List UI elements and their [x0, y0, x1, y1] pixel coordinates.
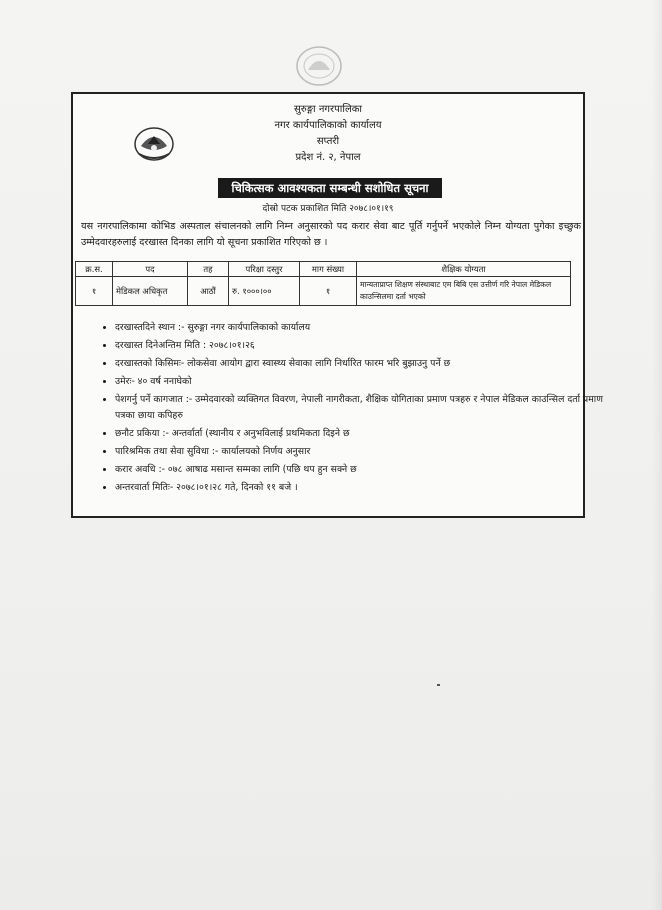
- cell-sn: १: [76, 277, 113, 306]
- list-item: • पारिश्रमिक तथा सेवा सुविधा :- कार्यालयको निर्णय अनुसार: [115, 444, 611, 460]
- cell-qualification: मान्यताप्राप्त शिक्षण संस्थाबाट एम बिबि एस उत्तीर्ण गरि नेपाल मेडिकल काउन्सिलमा दर्ता भएको: [357, 277, 571, 306]
- notice-title: चिकित्सक आवश्यकता सम्बन्धी सशोधित सूचना: [218, 178, 442, 198]
- header-demand: माग संख्या: [300, 262, 357, 277]
- header-level: तह: [188, 262, 229, 277]
- cell-level: आठौं: [188, 277, 229, 306]
- list-item: • करार अवधि :- ०७८ आषाढ मसान्त सम्मका लागि (पछि थप हुन सक्ने छ: [115, 462, 611, 478]
- list-item: • अन्तरवार्ता मितिः- २०७८।०१।२८ गते, दिनको ११ बजे ।: [115, 480, 611, 496]
- office-name: नगर कार्यपालिकाको कार्यालय: [274, 120, 382, 131]
- header-qualification: शैक्षिक योग्यता: [357, 262, 571, 277]
- list-item: • उमेरः- ४० वर्ष ननाघेको: [115, 374, 611, 390]
- details-list: [77, 320, 611, 498]
- list-item: • दरखास्तको किसिमः- लोकसेवा आयोग द्वारा स्वास्थ्य सेवाका लागि निर्धारित फारम भरि बुझाउनु पर्ने छ: [115, 356, 611, 372]
- notice-box: [71, 92, 603, 518]
- cell-fee: रु. १०००।००: [229, 277, 300, 306]
- list-item: • पेशगर्नु पर्ने कागजात :- उम्मेदवारको व्यक्तिगत विवरण, नेपाली नागरीकता, शैक्षिक योगिताका प्रमाण पत्रहरु र नेपाल मेडिकल काउन्सिल दर्ता प्रमाण पत्रका छाया कपिहरु: [115, 392, 611, 425]
- scan-edge-shadow: [652, 0, 662, 910]
- list-item: • छनौट प्रकिया :- अन्तर्वार्ता (स्थानीय र अनुभविलाई प्रथमिकता दिइने छ: [115, 426, 611, 442]
- header-sn: क्र.स.: [76, 262, 113, 277]
- table-header-row: [76, 262, 571, 277]
- vacancy-table: [75, 261, 571, 306]
- cell-demand: १: [300, 277, 357, 306]
- municipality-name: सुरुङ्गा नगरपालिका: [293, 104, 363, 115]
- intro-paragraph: यस नगरपालिकामा कोभिड अस्पताल संचालनको लागि निम्न अनुसारको पद करार सेवा बाट पूर्ति गर्नुपर्ने भएकोले निम्न योग्यता पुगेका इच्छुक उम्मेदवारहरुलाई दरखास्त दिनका लागि यो सूचना प्रकाशित गरिएको छ ।: [81, 221, 581, 248]
- province-name: प्रदेश नं. २, नेपाल: [295, 152, 361, 163]
- header-post: पद: [113, 262, 188, 277]
- publication-date: दोस्रो पटक प्रकाशित मिति २०७८।०१।१९: [262, 204, 394, 214]
- list-item: • दरखास्तदिने स्थान :- सुरुङ्गा नगर कार्यपालिकाको कार्यालय: [115, 320, 611, 336]
- list-item: • दरखास्त दिनेअन्तिम मिति : २०७८।०१।२६: [115, 338, 611, 354]
- letterhead: [73, 102, 583, 166]
- district-name: सप्तरी: [316, 136, 340, 147]
- office-stamp-icon: [294, 44, 344, 88]
- table-row: [76, 277, 571, 306]
- scan-speck: [437, 684, 440, 686]
- header-fee: परिक्षा दस्तुर: [229, 262, 300, 277]
- cell-post: मेडिकल अधिकृत: [113, 277, 188, 306]
